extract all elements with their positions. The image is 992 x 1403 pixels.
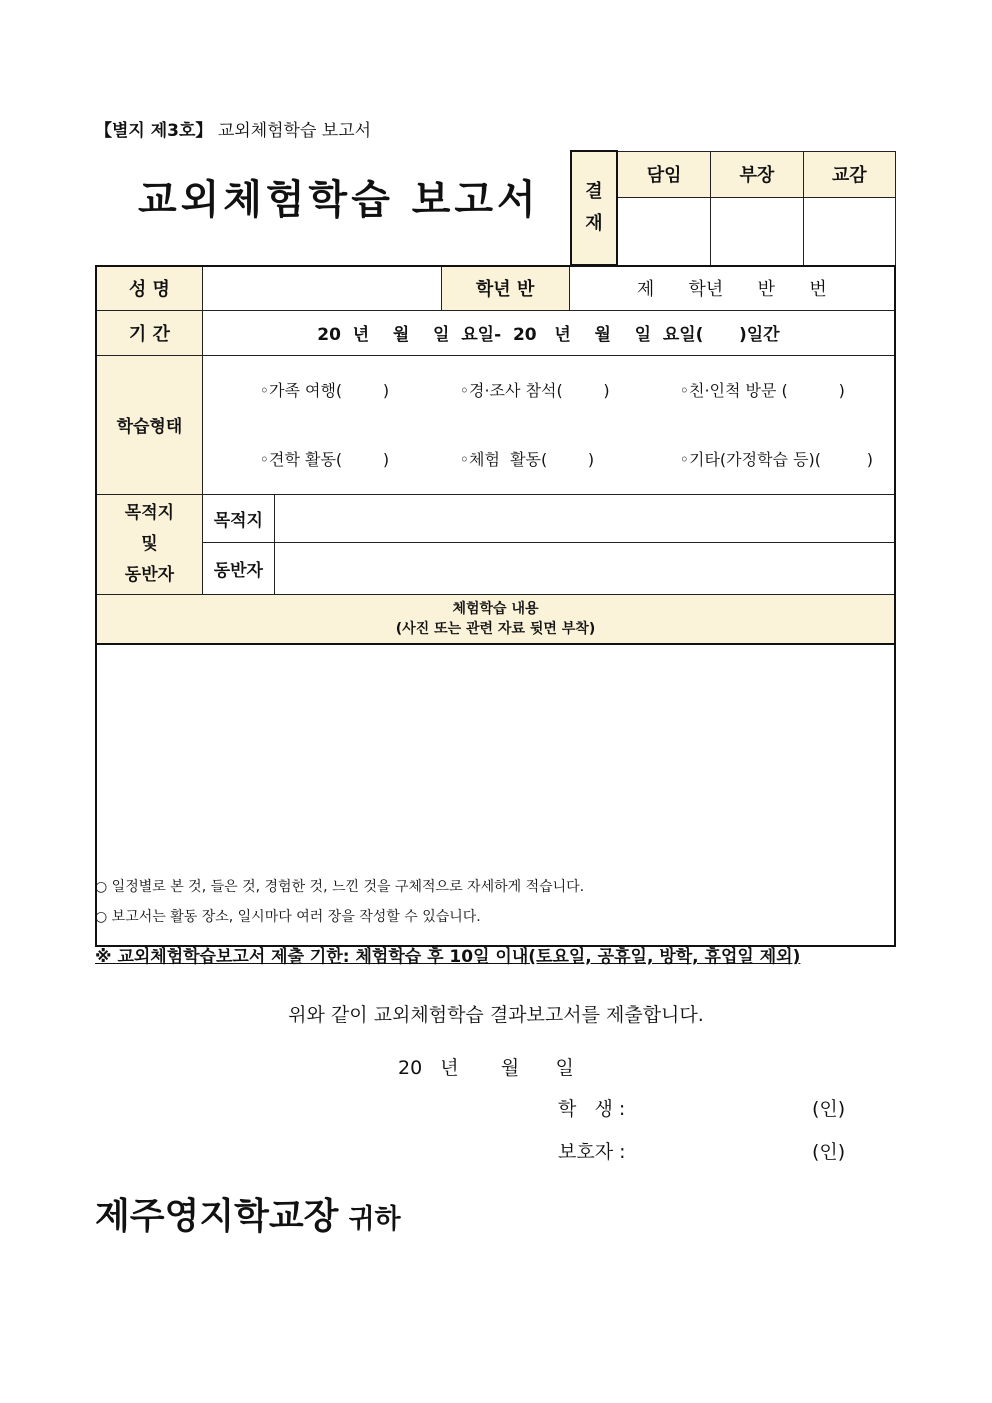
type-option-relatives[interactable]: ◦친·인척 방문 ( )	[679, 380, 845, 400]
approval-sign-head[interactable]	[711, 197, 803, 265]
form-doc-name: 교외체험학습 보고서	[217, 121, 372, 141]
approval-col-homeroom: 담임	[617, 151, 711, 197]
content-subtitle: (사진 또는 관련 자료 뒷면 부착)	[395, 620, 596, 637]
name-label: 성 명	[96, 266, 202, 310]
companion-label: 동반자	[202, 542, 274, 594]
type-option-ceremony[interactable]: ◦경·조사 참석( )	[459, 380, 610, 400]
approval-table	[570, 150, 896, 266]
period-field[interactable]: 20 년 월 일 요일- 20 년 월 일 요일( )일간	[202, 310, 895, 355]
type-option-family-trip[interactable]: ◦가족 여행( )	[259, 380, 390, 400]
submit-date[interactable]: 20 년 월 일	[398, 1057, 574, 1079]
period-label: 기 간	[96, 310, 202, 355]
deadline-notice: ※ 교외체험학습보고서 제출 기한: 체험학습 후 10일 이내(토요일, 공휴일, 방학, 휴업일 제외)	[95, 947, 801, 967]
student-label: 학 생 :	[558, 1098, 626, 1120]
student-stamp[interactable]: (인)	[812, 1098, 846, 1120]
guardian-stamp[interactable]: (인)	[812, 1141, 846, 1163]
destination-group-label: 목적지 및 동반자	[96, 494, 202, 594]
destination-field[interactable]	[274, 494, 895, 542]
grade-field[interactable]: 제 학년 반 번	[569, 266, 895, 310]
submit-statement: 위와 같이 교외체험학습 결과보고서를 제출합니다.	[288, 1004, 704, 1026]
note-2: ○ 보고서는 활동 장소, 일시마다 여러 장을 작성할 수 있습니다.	[95, 909, 481, 925]
page-title: 교외체험학습 보고서	[138, 177, 540, 223]
type-option-experience[interactable]: ◦체험 활동( )	[459, 449, 595, 469]
type-label: 학습형태	[96, 355, 202, 494]
form-number-label: 【별지 제3호】	[95, 121, 213, 141]
name-field[interactable]	[202, 266, 441, 310]
type-option-field-trip[interactable]: ◦견학 활동( )	[259, 449, 390, 469]
school-name: 제주영지학교장	[95, 1196, 339, 1237]
type-option-other[interactable]: ◦기타(가정학습 등)( )	[679, 449, 874, 469]
report-form-table	[95, 265, 896, 947]
grade-label: 학년 반	[441, 266, 569, 310]
approval-sign-vice-principal[interactable]	[803, 197, 895, 265]
approval-side-label: 결 재	[571, 151, 617, 265]
form-number-header	[95, 116, 371, 141]
approval-sign-homeroom[interactable]	[617, 197, 711, 265]
content-title: 체험학습 내용	[452, 600, 539, 617]
addressee-suffix: 귀하	[348, 1204, 401, 1235]
type-options	[202, 355, 895, 494]
companion-field[interactable]	[274, 542, 895, 594]
guardian-label: 보호자 :	[558, 1141, 626, 1163]
approval-col-head: 부장	[711, 151, 803, 197]
destination-label: 목적지	[202, 494, 274, 542]
note-1: ○ 일정별로 본 것, 들은 것, 경험한 것, 느낀 것을 구체적으로 자세하게 적습니다.	[95, 879, 585, 895]
content-header	[96, 594, 895, 644]
approval-col-vice-principal: 교감	[803, 151, 895, 197]
addressee	[95, 1188, 401, 1239]
content-area[interactable]	[96, 644, 895, 946]
